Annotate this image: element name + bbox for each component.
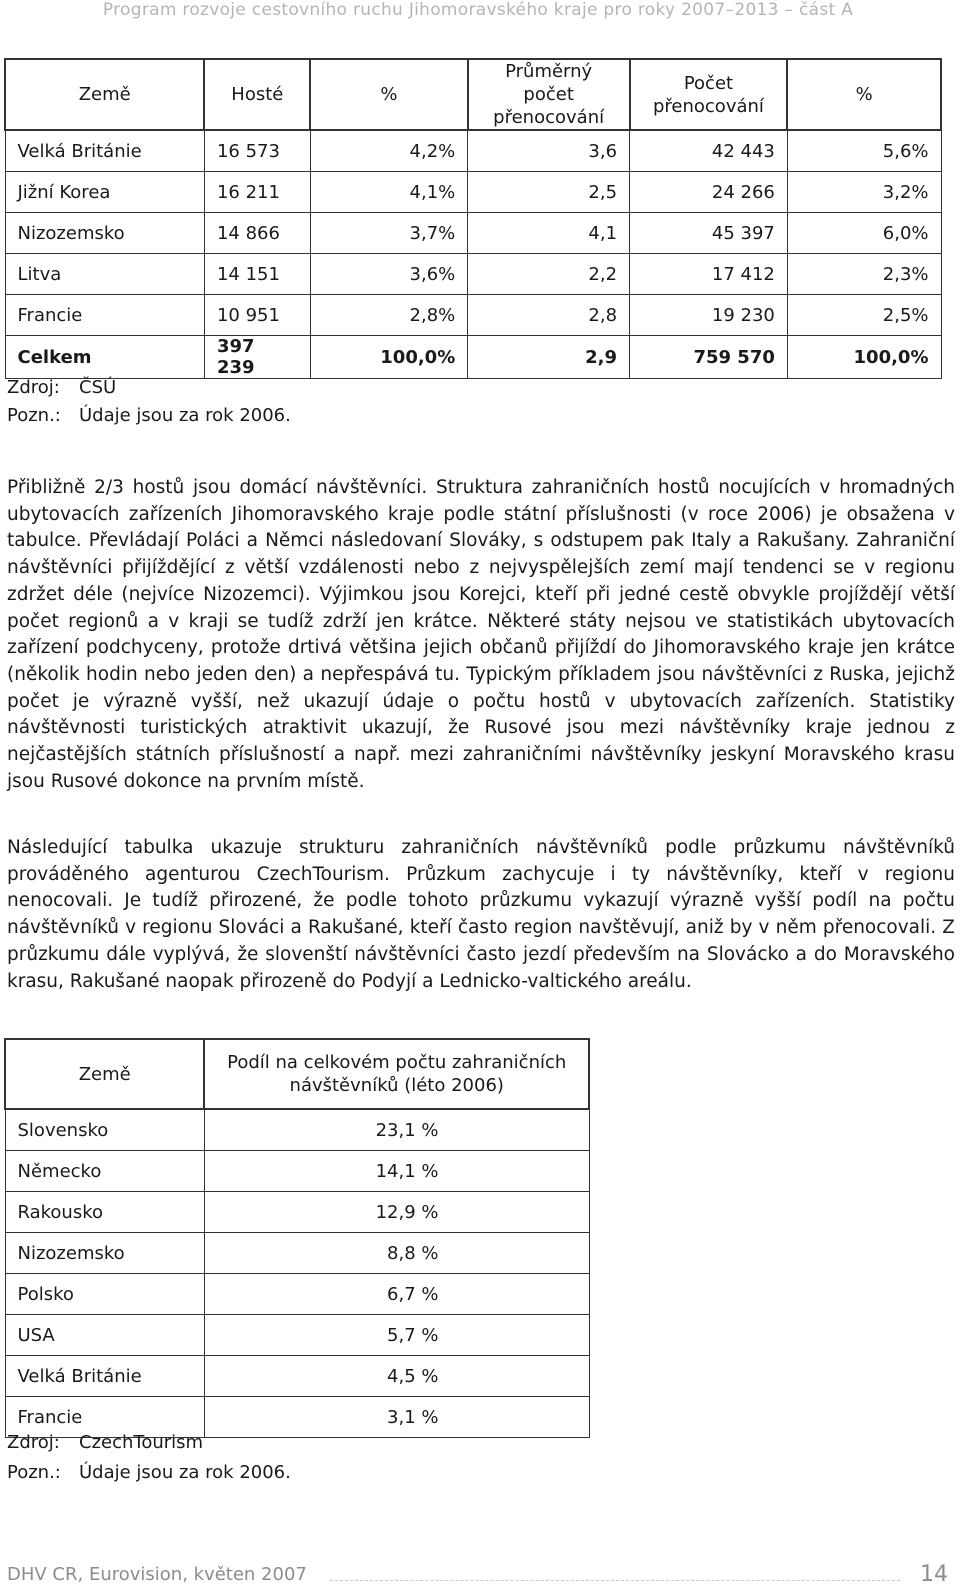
cell-nights-pct: 2,3% <box>787 254 941 295</box>
source-label: Zdroj: <box>7 1432 60 1453</box>
cell-country: Nizozemsko <box>5 213 204 254</box>
col-header-avg-nights: Průměrný počet přenocování <box>468 59 630 130</box>
cell-nights: 17 412 <box>630 254 788 295</box>
source-value: CzechTourism <box>79 1432 204 1453</box>
cell-avg-nights: 2,8 <box>468 295 630 336</box>
cell-country: Polsko <box>5 1274 204 1315</box>
cell-total-nights: 759 570 <box>630 336 788 379</box>
remark-note <box>7 405 291 426</box>
cell-guests-pct: 3,6% <box>310 254 468 295</box>
cell-guests: 14 151 <box>204 254 310 295</box>
cell-guests: 14 866 <box>204 213 310 254</box>
cell-avg-nights: 4,1 <box>468 213 630 254</box>
cell-country: Francie <box>5 295 204 336</box>
table-row <box>5 254 941 295</box>
table-header-row <box>5 59 941 130</box>
table-row <box>5 213 941 254</box>
cell-share: 8,8 % <box>204 1233 589 1274</box>
table-row <box>5 1356 589 1397</box>
cell-nights-pct: 5,6% <box>787 130 941 172</box>
remark-value: Údaje jsou za rok 2006. <box>79 1462 291 1483</box>
table-row <box>5 295 941 336</box>
col-header-nights-pct: % <box>787 59 941 130</box>
table-row <box>5 1109 589 1151</box>
cell-share: 3,1 % <box>204 1397 589 1438</box>
col-header-country: Země <box>5 1039 204 1109</box>
visitor-share-table <box>4 1038 590 1438</box>
cell-nights: 45 397 <box>630 213 788 254</box>
table-header-row <box>5 1039 589 1109</box>
cell-nights: 24 266 <box>630 172 788 213</box>
cell-guests-pct: 4,1% <box>310 172 468 213</box>
cell-total-guests: 397 239 <box>204 336 310 379</box>
cell-country: Slovensko <box>5 1109 204 1151</box>
remark-label: Pozn.: <box>7 1462 61 1483</box>
table-total-row <box>5 336 941 379</box>
cell-nights-pct: 3,2% <box>787 172 941 213</box>
cell-share: 4,5 % <box>204 1356 589 1397</box>
table-row <box>5 1274 589 1315</box>
cell-share: 14,1 % <box>204 1151 589 1192</box>
cell-guests-pct: 3,7% <box>310 213 468 254</box>
table-row <box>5 130 941 172</box>
cell-country: Velká Británie <box>5 130 204 172</box>
cell-guests: 16 573 <box>204 130 310 172</box>
cell-country: USA <box>5 1315 204 1356</box>
col-header-guests-pct: % <box>310 59 468 130</box>
cell-country: Francie <box>5 1397 204 1438</box>
table-row <box>5 1233 589 1274</box>
table-row <box>5 1315 589 1356</box>
cell-share: 23,1 % <box>204 1109 589 1151</box>
page-footer: DHV CR, Eurovision, květen 2007 <box>7 1564 307 1585</box>
source-note <box>7 377 116 398</box>
cell-share: 12,9 % <box>204 1192 589 1233</box>
remark-label: Pozn.: <box>7 405 61 426</box>
cell-nights-pct: 6,0% <box>787 213 941 254</box>
table-row <box>5 172 941 213</box>
col-header-nights: Počet přenocování <box>630 59 788 130</box>
source-value: ČSÚ <box>79 377 117 398</box>
col-header-share: Podíl na celkovém počtu zahraničních návštěvníků (léto 2006) <box>204 1039 589 1109</box>
cell-total-guests-pct: 100,0% <box>310 336 468 379</box>
cell-guests-pct: 4,2% <box>310 130 468 172</box>
running-header: Program rozvoje cestovního ruchu Jihomoravského kraje pro roky 2007–2013 – část A <box>102 0 854 20</box>
cell-share: 6,7 % <box>204 1274 589 1315</box>
table-row <box>5 1151 589 1192</box>
cell-avg-nights: 2,2 <box>468 254 630 295</box>
cell-total-avg-nights: 2,9 <box>468 336 630 379</box>
cell-country: Jižní Korea <box>5 172 204 213</box>
footer-divider <box>330 1580 900 1581</box>
cell-nights: 19 230 <box>630 295 788 336</box>
page-number: 14 <box>920 1562 948 1587</box>
body-paragraph: Přibližně 2/3 hostů jsou domácí návštěvníci. Struktura zahraničních hostů nocujících v hromadných ubytovacích zařízeních Jihomoravského kraje podle státní příslušnosti (v roce 2006) je obsažena v tabulce. Převládají Poláci a Němci následovaní Slováky, s odstupem pak Italy a Rakušany. Zahraniční návštěvníci přijíždějící z větší vzdálenosti nebo z nejvyspělejších zemí mají tendenci se v regionu zdržet déle (nejvíce Nizozemci). Výjimkou jsou Korejci, kteří při jedné cestě obvykle projíždějí větší počet regionů a v kraji se tudíž zdrží jen krátce. Některé státy nejsou ve statistikách ubytovacích zařízení podchyceny, protože drtivá většina jejich občanů přijíždí do Jihomoravského kraje jen krátce (několik hodin nebo jeden den) a nepřespává tu. Typickým příkladem jsou návštěvníci z Ruska, jejichž počet je výrazně vyšší, než ukazují údaje o počtu hostů v ubytovacích zařízeních. Statistiky návštěvnosti turistických atraktivit ukazují, že Rusové jsou mezi návštěvníky kraje jednou z nejčastějších státních příslušností a např. mezi zahraničními návštěvníky jeskyní Moravského krasu jsou Rusové dokonce na prvním místě. <box>7 477 955 792</box>
cell-country: Rakousko <box>5 1192 204 1233</box>
col-header-country: Země <box>5 59 204 130</box>
cell-country: Litva <box>5 254 204 295</box>
col-header-guests: Hosté <box>204 59 310 130</box>
cell-country: Nizozemsko <box>5 1233 204 1274</box>
source-note <box>7 1432 203 1453</box>
cell-total-label: Celkem <box>5 336 204 379</box>
foreign-guests-table <box>4 58 942 379</box>
body-paragraph: Následující tabulka ukazuje strukturu zahraničních návštěvníků podle průzkumu návštěvníků prováděného agenturou CzechTourism. Průzkum zachycuje i ty návštěvníky, kteří v regionu nenocovali. Je tudíž přirozené, že podle tohoto průzkumu vykazují výrazně vyšší podíl na počtu návštěvníků v regionu Slováci a Rakušané, kteří často region navštěvují, aniž by v něm přenocovali. Z průzkumu dále vyplývá, že slovenští návštěvníci často jezdí především na Slovácko a do Moravského krasu, Rakušané naopak přirozeně do Podyjí a Lednicko-valtického areálu. <box>7 837 955 992</box>
cell-total-nights-pct: 100,0% <box>787 336 941 379</box>
cell-nights: 42 443 <box>630 130 788 172</box>
cell-guests: 10 951 <box>204 295 310 336</box>
cell-nights-pct: 2,5% <box>787 295 941 336</box>
cell-country: Velká Británie <box>5 1356 204 1397</box>
remark-value: Údaje jsou za rok 2006. <box>79 405 291 426</box>
cell-avg-nights: 2,5 <box>468 172 630 213</box>
source-label: Zdroj: <box>7 377 60 398</box>
table-row <box>5 1192 589 1233</box>
cell-guests-pct: 2,8% <box>310 295 468 336</box>
cell-avg-nights: 3,6 <box>468 130 630 172</box>
remark-note <box>7 1462 291 1483</box>
cell-share: 5,7 % <box>204 1315 589 1356</box>
cell-country: Německo <box>5 1151 204 1192</box>
cell-guests: 16 211 <box>204 172 310 213</box>
